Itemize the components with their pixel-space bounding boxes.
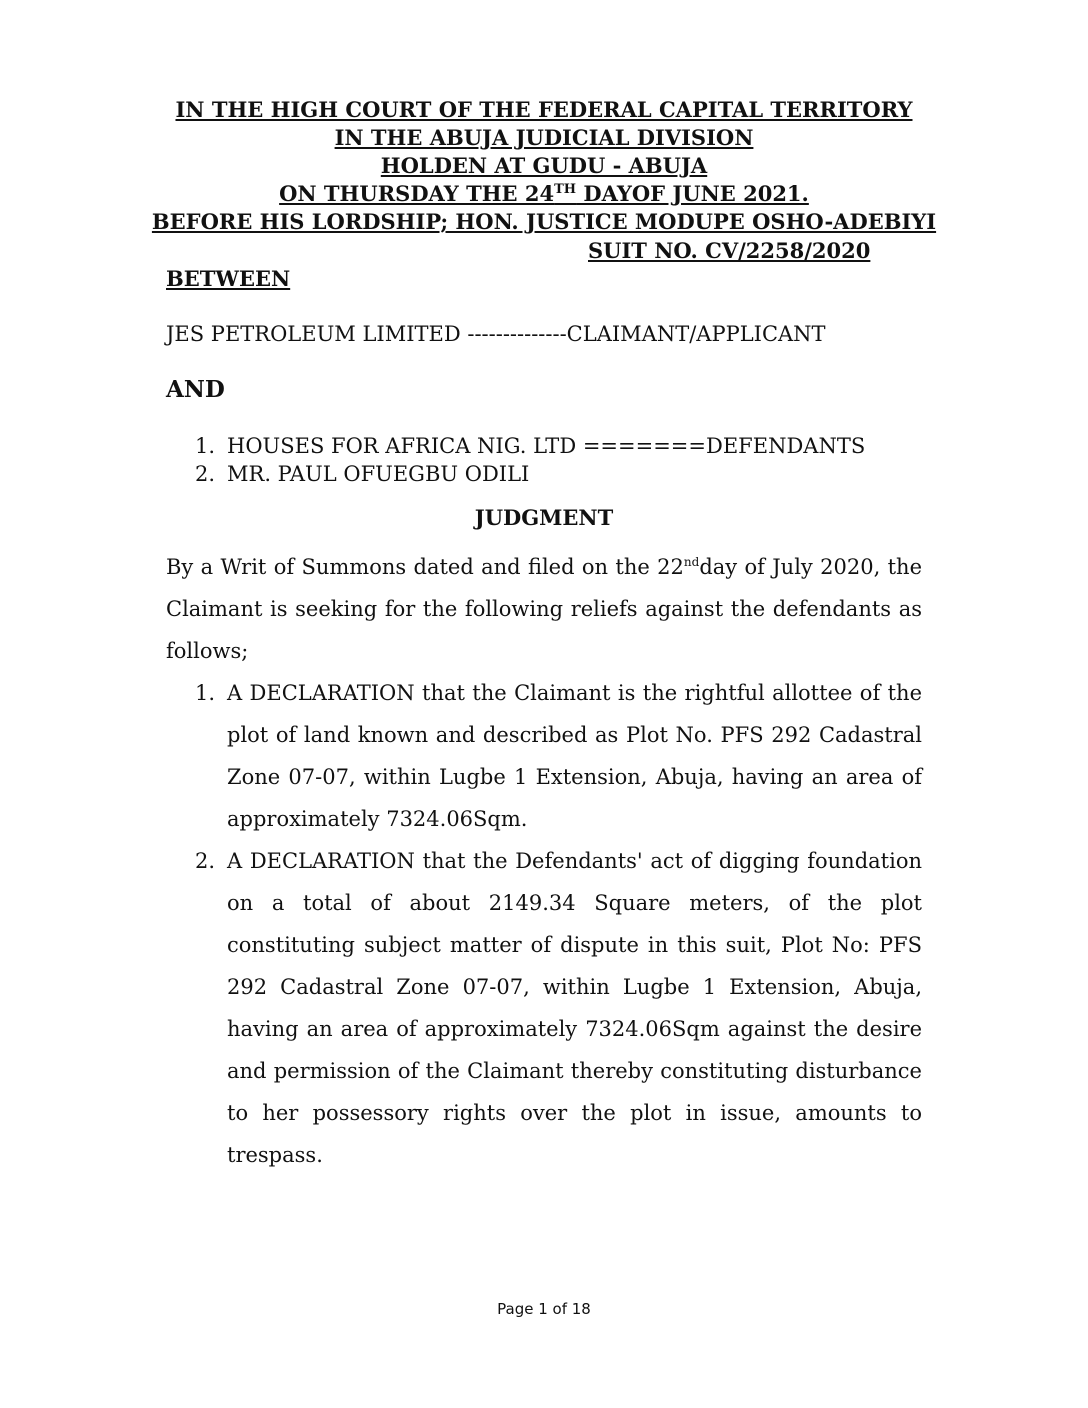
intro-paragraph: By a Writ of Summons dated and filed on the 22ndday of July 2020, the Claimant is seeking for the following reliefs against the defendants as follows;: [166, 555, 922, 663]
court-title: IN THE HIGH COURT OF THE FEDERAL CAPITAL TERRITORY: [175, 97, 913, 122]
judgment-heading: JUDGMENT: [474, 505, 614, 530]
and-label: AND: [166, 376, 225, 403]
between-label: BETWEEN: [166, 266, 291, 291]
presiding-judge: BEFORE HIS LORDSHIP; HON. JUSTICE MODUPE OSHO-ADEBIYI: [151, 209, 937, 234]
suit-number: SUIT NO. CV/2258/2020: [588, 238, 871, 263]
relief-1: 1. A DECLARATION that the Claimant is the rightful allottee of the plot of land known and described as Plot No. PFS 292 Cadastral Zone 07-07, within Lugbe 1 Extension, Abuja, having an area of approximately 7324.06Sqm.: [195, 681, 922, 831]
defendant-2: 2. MR. PAUL OFUEGBU ODILI: [195, 462, 530, 486]
hearing-date: ON THURSDAY THE 24TH DAYOF JUNE 2021.: [279, 181, 809, 206]
defendant-1: 1. HOUSES FOR AFRICA NIG. LTD =======DEFENDANTS: [195, 434, 866, 458]
holden-at: HOLDEN AT GUDU - ABUJA: [380, 153, 708, 178]
page-footer: Page 1 of 18: [497, 1300, 591, 1318]
relief-2: 2. A DECLARATION that the Defendants' act of digging foundation on a total of about 2149.34 Square meters, of the plot constituting subject matter of dispute in this suit, Plot No: PFS 292 Cadastral Zone 07-07, within Lugbe 1 Extension, Abuja, having an area of approximately 7324.06Sqm against the desire and permission of the Claimant thereby constituting disturbance to her possessory rights over the plot in issue, amounts to trespass.: [195, 849, 922, 1167]
judicial-division: IN THE ABUJA JUDICIAL DIVISION: [334, 125, 754, 150]
claimant-line: JES PETROLEUM LIMITED --------------CLAIMANT/APPLICANT: [166, 322, 826, 346]
